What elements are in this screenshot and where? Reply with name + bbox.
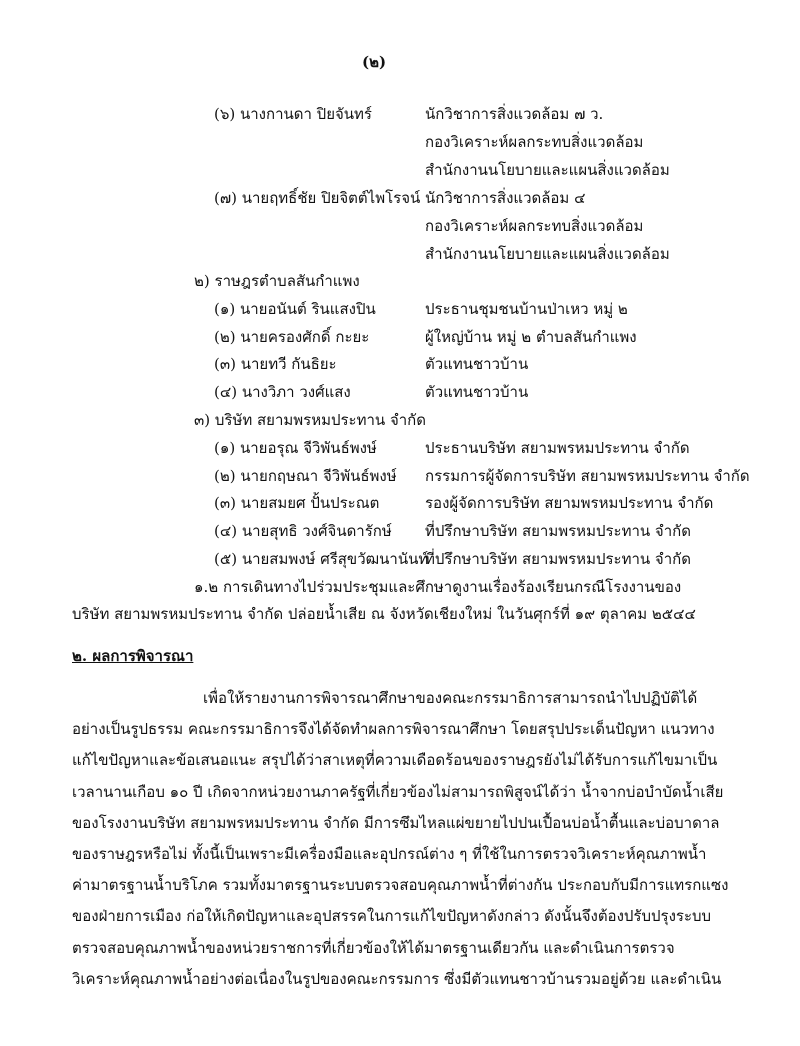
paragraph-line: ของราษฎรหรือไม่ ทั้งนี้เป็นเพราะมีเครื่องมือและอุปกรณ์ต่าง ๆ ที่ใช้ในการตรวจวิเคราะห์คุณภาพน้ำ xyxy=(72,845,707,864)
member-name: (๑) นายอรุณ จีวิพันธ์พงษ์ xyxy=(214,439,377,457)
member-position: ที่ปรึกษาบริษัท สยามพรหมประทาน จำกัด xyxy=(425,522,691,540)
member-name: (๒) นายกฤษณา จีวิพันธ์พงษ์ xyxy=(214,467,397,485)
group-heading: ๓) บริษัท สยามพรหมประทาน จำกัด xyxy=(194,411,426,429)
member-position: ประธานบริษัท สยามพรหมประทาน จำกัด xyxy=(425,439,690,457)
member-department: กองวิเคราะห์ผลกระทบสิ่งแวดล้อม xyxy=(425,217,644,235)
results-paragraph xyxy=(72,683,729,995)
group-heading: ๒) ราษฎรตำบลสันกำแพง xyxy=(194,272,360,290)
member-position: นักวิชาการสิ่งแวดล้อม ๔ xyxy=(425,189,586,207)
member-position: รองผู้จัดการบริษัท สยามพรหมประทาน จำกัด xyxy=(425,494,714,512)
page-number: (๒) xyxy=(362,53,387,71)
member-name: (๔) นางวิภา วงศ์แสง xyxy=(214,383,351,401)
member-position: ที่ปรึกษาบริษัท สยามพรหมประทาน จำกัด xyxy=(425,550,691,568)
paragraph-line: ค่ามาตรฐานน้ำบริโภค รวมทั้งมาตรฐานระบบตรวจสอบคุณภาพน้ำที่ต่างกัน ประกอบกับมีการแทรกแซง xyxy=(72,876,729,895)
member-name: (๓) นายทวี กันธิยะ xyxy=(214,355,337,373)
member-department: กองวิเคราะห์ผลกระทบสิ่งแวดล้อม xyxy=(425,133,644,151)
section-1-2-line: ๑.๒ การเดินทางไปร่วมประชุมและศึกษาดูงานเรื่องร้องเรียนกรณีโรงงานของ xyxy=(194,578,682,596)
member-position: นักวิชาการสิ่งแวดล้อม ๗ ว. xyxy=(425,105,604,123)
member-position: ตัวแทนชาวบ้าน xyxy=(425,355,529,373)
member-position: ประธานชุมชนบ้านป่าเหว หมู่ ๒ xyxy=(425,300,628,318)
member-name: (๖) นางกานดา ปิยจันทร์ xyxy=(214,105,372,123)
paragraph-line: เวลานานเกือบ ๑๐ ปี เกิดจากหน่วยงานภาครัฐที่เกี่ยวข้องไม่สามารถพิสูจน์ได้ว่า น้ำจากบ่อบำบัดน้ำเสีย xyxy=(72,782,724,801)
section-1-2-line: บริษัท สยามพรหมประทาน จำกัด ปล่อยน้ำเสีย ณ จังหวัดเชียงใหม่ ในวันศุกร์ที่ ๑๙ ตุลาคม ๒๕๔๔ xyxy=(72,605,696,623)
paragraph-line: อย่างเป็นรูปธรรม คณะกรรมาธิการจึงได้จัดทำผลการพิจารณาศึกษา โดยสรุปประเด็นปัญหา แนวทาง xyxy=(72,720,715,739)
paragraph-line: แก้ไขปัญหาและข้อเสนอแนะ สรุปได้ว่าสาเหตุที่ความเดือดร้อนของราษฎรยังไม่ได้รับการแก้ไขมาเป็น xyxy=(72,751,718,770)
member-name: (๗) นายฤทธิ์ชัย ปิยจิตต์ไพโรจน์ xyxy=(214,189,421,207)
paragraph-line: เพื่อให้รายงานการพิจารณาศึกษาของคณะกรรมาธิการสามารถนำไปปฏิบัติได้ xyxy=(203,689,698,707)
paragraph-line: ตรวจสอบคุณภาพน้ำของหน่วยราชการที่เกี่ยวข้องให้ได้มาตรฐานเดียวกัน และดำเนินการตรวจ xyxy=(72,938,675,957)
member-office: สำนักงานนโยบายและแผนสิ่งแวดล้อม xyxy=(425,161,670,179)
member-office: สำนักงานนโยบายและแผนสิ่งแวดล้อม xyxy=(425,245,670,263)
member-name: (๔) นายสุทธิ วงศ์จินดารักษ์ xyxy=(214,522,392,540)
paragraph-line: วิเคราะห์คุณภาพน้ำอย่างต่อเนื่องในรูปของคณะกรรมการ ซึ่งมีตัวแทนชาวบ้านรวมอยู่ด้วย และดำเนิน xyxy=(72,969,722,988)
member-position: ตัวแทนชาวบ้าน xyxy=(425,383,529,401)
paragraph-line: ของฝ่ายการเมือง ก่อให้เกิดปัญหาและอุปสรรคในการแก้ไขปัญหาดังกล่าว ดังนั้นจึงต้องปรับปรุงระบบ xyxy=(72,907,712,926)
member-name: (๓) นายสมยศ ปั้นประณต xyxy=(214,494,380,512)
member-position: ผู้ใหญ่บ้าน หมู่ ๒ ตำบลสันกำแพง xyxy=(425,328,637,346)
member-name: (๑) นายอนันต์ รินแสงปิน xyxy=(214,300,376,318)
member-position: กรรมการผู้จัดการบริษัท สยามพรหมประทาน จำกัด xyxy=(425,467,750,485)
paragraph-line: ของโรงงานบริษัท สยามพรหมประทาน จำกัด มีการซึมไหลแผ่ขยายไปปนเปื้อนบ่อน้ำตื้นและบ่อบาดาล xyxy=(72,813,720,832)
member-name: (๒) นายครองศักดิ์ กะยะ xyxy=(214,328,370,346)
member-name: (๕) นายสมพงษ์ ศรีสุขวัฒนานันท์ xyxy=(214,550,429,568)
section-heading: ๒. ผลการพิจารณา xyxy=(72,647,194,665)
